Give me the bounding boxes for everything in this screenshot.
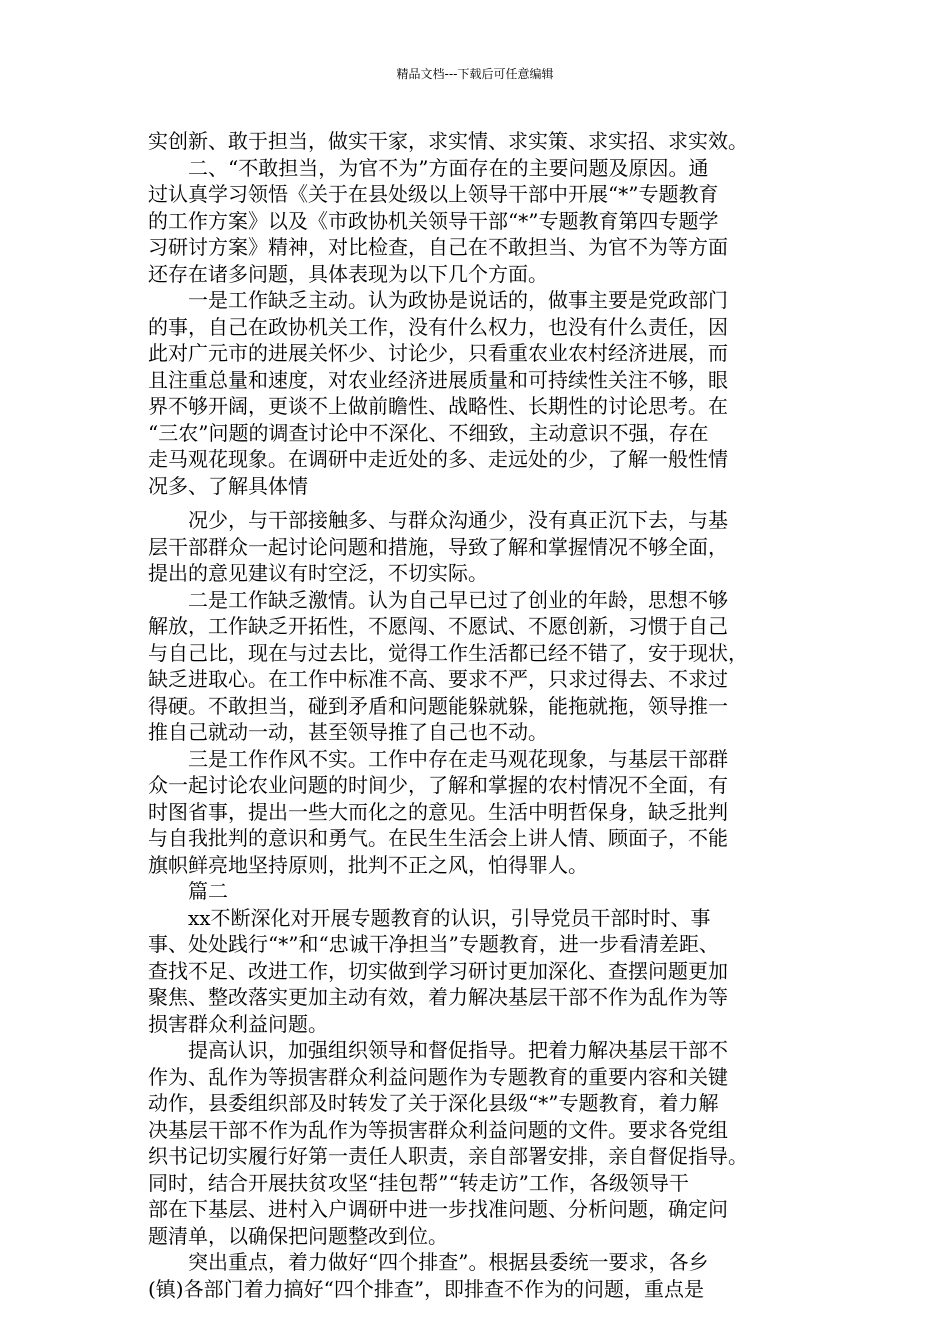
page-header: 精品文档---下载后可任意编辑	[396, 67, 554, 81]
text-line: “三农”问题的调查讨论中不深化、不细致，主动意识不强，存在	[148, 420, 709, 445]
text-line: 一是工作缺乏主动。认为政协是说话的，做事主要是党政部门	[148, 288, 728, 312]
text-line: 题清单，以确保把问题整改到位。	[148, 1223, 448, 1248]
text-line: 决基层干部不作为乱作为等损害群众利益问题的文件。要求各党组	[148, 1117, 728, 1142]
text-line: 层干部群众一起讨论问题和措施，导致了解和掌握情况不够全面，	[148, 534, 728, 559]
text-line: 作为、乱作为等损害群众利益问题作为专题教育的重要内容和关键	[148, 1064, 728, 1089]
text-line: xx不断深化对开展专题教育的认识，引导党员干部时时、事	[148, 905, 711, 930]
text-line: 况少，与干部接触多、与群众沟通少，没有真正沉下去，与基	[148, 508, 728, 532]
text-line: 提出的意见建议有时空泛，不切实际。	[148, 561, 488, 585]
text-line: 篇二	[148, 879, 228, 903]
text-line: 实创新、敢于担当，做实干家，求实情、求实策、求实招、求实效。	[148, 129, 748, 153]
text-line: 三是工作作风不实。工作中存在走马观花现象，与基层干部群	[148, 746, 728, 771]
text-line: 解放，工作缺乏开拓性，不愿闯、不愿试、不愿创新，习惯于自己	[148, 614, 728, 638]
text-line: 得硬。不敢担当，碰到矛盾和问题能躲就躲，能拖就拖，领导推一	[148, 693, 728, 718]
text-line: 查找不足、改进工作，切实做到学习研讨更加深化、查摆问题更加	[148, 958, 728, 983]
text-line: 提高认识，加强组织领导和督促指导。把着力解决基层干部不	[148, 1038, 728, 1062]
text-line: 损害群众利益问题。	[148, 1011, 328, 1036]
text-line: 突出重点，着力做好“四个排查”。根据县委统一要求，各乡	[148, 1250, 709, 1274]
text-line: 推自己就动一动，甚至领导推了自己也不动。	[148, 720, 548, 744]
text-line: 且注重总量和速度，对农业经济进展质量和可持续性关注不够，眼	[148, 367, 728, 392]
text-line: 同时，结合开展扶贫攻坚“挂包帮”“转走访”工作，各级领导干	[148, 1170, 689, 1195]
text-line: 况多、了解具体情	[148, 473, 308, 498]
text-line: 二是工作缺乏激情。认为自己早已过了创业的年龄，思想不够	[148, 587, 728, 612]
text-line: 聚焦、整改落实更加主动有效，着力解决基层干部不作为乱作为等	[148, 985, 728, 1009]
text-line: 时图省事，提出一些大而化之的意见。生活中明哲保身，缺乏批判	[148, 799, 728, 824]
text-line: 部在下基层、进村入户调研中进一步找准问题、分析问题，确定问	[148, 1197, 728, 1221]
text-line: 事、处处践行“*”和“忠诚干净担当”专题教育，进一步看清差距、	[148, 932, 719, 956]
text-line: 众一起讨论农业问题的时间少，了解和掌握的农村情况不全面，有	[148, 773, 728, 797]
text-line: 过认真学习领悟《关于在县处级以上领导干部中开展“*”专题教育	[148, 182, 719, 206]
text-line: 缺乏进取心。在工作中标准不高、要求不严，只求过得去、不求过	[148, 667, 728, 691]
text-line: 的工作方案》以及《市政协机关领导干部“*”专题教育第四专题学	[148, 208, 719, 233]
document-body	[148, 128, 808, 1302]
text-line: (镇)各部门着力搞好“四个排查”，即排查不作为的问题，重点是	[148, 1276, 705, 1301]
text-line: 织书记切实履行好第一责任人职责，亲自部署安排，亲自督促指导。	[148, 1144, 748, 1168]
text-line: 此对广元市的进展关怀少、讨论少，只看重农业农村经济进展，而	[148, 341, 728, 365]
text-line: 界不够开阔，更谈不上做前瞻性、战略性、长期性的讨论思考。在	[148, 394, 728, 418]
text-line: 动作，县委组织部及时转发了关于深化县级“*”专题教育，着力解	[148, 1091, 719, 1115]
text-line: 与自己比，现在与过去比，觉得工作生活都已经不错了，安于现状，	[148, 640, 748, 665]
text-line: 二、“不敢担当，为官不为”方面存在的主要问题及原因。通	[148, 155, 709, 180]
text-line: 走马观花现象。在调研中走近处的多、走远处的少，了解一般性情	[148, 447, 728, 471]
text-line: 的事，自己在政协机关工作，没有什么权力，也没有什么责任，因	[148, 314, 728, 339]
text-line: 还存在诸多问题，具体表现为以下几个方面。	[148, 261, 548, 286]
text-line: 旗帜鲜亮地坚持原则，批判不正之风，怕得罪人。	[148, 852, 588, 877]
text-line: 与自我批判的意识和勇气。在民生生活会上讲人情、顾面子，不能	[148, 826, 728, 850]
page-gap	[148, 499, 808, 507]
text-line: 习研讨方案》精神，对比检查，自己在不敢担当、为官不为等方面	[148, 235, 728, 259]
